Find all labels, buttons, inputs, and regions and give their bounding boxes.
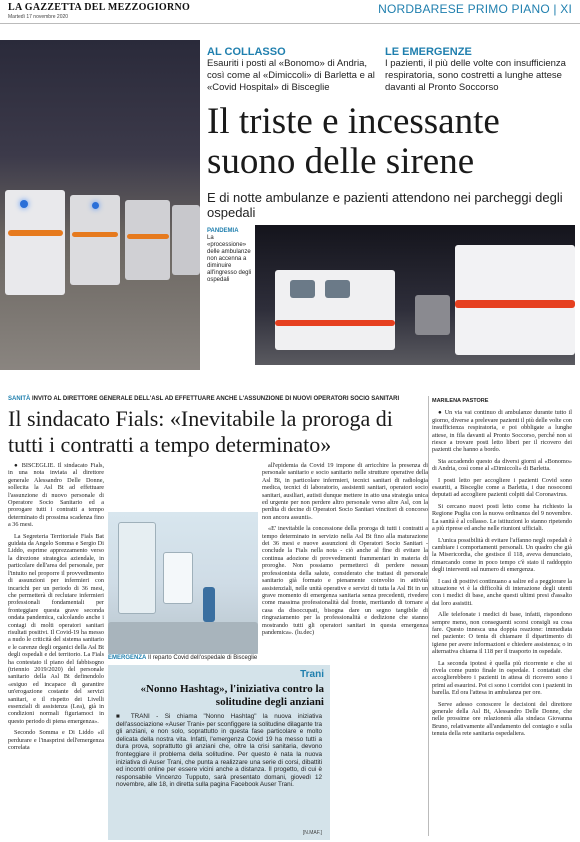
author-byline: MARILENA PASTORE <box>432 398 489 404</box>
sirene-p6: I casi di positivi continuano a salire ed a peggiorare la situazione vi è la difficoltà di interazione degli utenti con i medici di base, anche questi ultimi presi d'assalto dai loro assistiti. <box>432 577 572 607</box>
trani-text: ■ TRANI - Si chiama "Nonno Hashtag" la nuova iniziativa dell'associazione «Auser Trani» per sconfiggere la solitudine dilagante tra gli anziani, e non solo, soprattutto in questa fase particolare e molto delicata della nostra vita. Infatti, l'emergenza Covid 19 ha messo tutti a dura prova, soprattutto gli anziani che, oltre la crisi sanitaria, devono fronteggiare il problema della solitudine. Per questo è nata la nuova iniziativa di Auser Trani, che punta a realizzare una serie di corsi, dibattiti ed incontri online per essere vicini anche a distanza. Il progetto, di cui è responsabile Vincenzo Tupputo, sarà presentato domani, giovedì 12 novembre, alle 18, in diretta sulla pagina Facebook Auser Trani. <box>116 713 322 789</box>
sirene-p3: I posti letto per accogliere i pazienti Covid sono esauriti, a Bisceglie come a Barletta, i due nosocomi deputati ad accogliere pazienti colpiti dal Coronavirus. <box>432 476 572 499</box>
fials-col-gap <box>108 462 258 510</box>
collasso-text: Esauriti i posti al «Bonomo» di Andria, così come al «Dimiccoli» di Barletta e al «Covid Hospital» di Bisceglie <box>207 58 375 93</box>
emergenza-caption-text: Il reparto Covid dell'ospedale di Bisceglie <box>148 655 258 661</box>
ambulances-parking-photo <box>255 225 575 365</box>
covid-ward-photo <box>108 512 258 654</box>
fials-col2-p1: all'epidemia da Covid 19 impone di arricchire la presenza di personale sanitario e socio sanitario nelle strutture operative della Asl Bt, in particolare infermieri, tecnici sanitari di radiologia medica, tecnici di laboratorio, assistenti sanitari, operatori socio sanitari, ausiliari, autisti dunque mettere in atto una strategia unica ed urgente per non perdere altro personale verso altre Asl, con la perdita di decine di Operatori Socio Sanitari vincitori di concorso non ancora assunti». <box>262 462 428 521</box>
sirene-p1: ● Un via vai continuo di ambulanze durante tutto il giorno, diverse a prelevare pazienti il più delle volte con insufficienza respiratoria, e poi obbligate a lunghe attese, in fila davanti al Pronto Soccorso, perché non si riesce a trovare posti letto liberi per il ricovero dei pazienti che hanno a bordo. <box>432 409 572 454</box>
sirene-p9: Serve adesso conoscere le decisioni del direttore generale della Asl Bt, Alessandro Delle Donne, che nelle prossime ore relazionerà alla sindaca Giovanna Bruno, relativamente all'andamento del contagio e sulla tenuta della rete sanitaria ospedaliera. <box>432 700 572 738</box>
collasso-title: AL COLLASSO <box>207 46 286 58</box>
emergenza-caption-label: EMERGENZA <box>108 655 147 661</box>
section-label: NORDBARESE PRIMO PIANO | XI <box>378 2 572 16</box>
sirene-p4: Si cercano nuovi posti letto come ha richiesto la Regione Puglia con la nuova ordinanza del 9 novembre. La sanità è al collasso. Le istituzioni lo stanno ripetendo a più riprese ed anche nelle riunioni ufficiali. <box>432 502 572 533</box>
fials-col1-p1: ● BISCEGLIE. Il sindacato Fials, in una nota inviata al direttore generale Alessandro Delle Donne, sollecita la Asl Bt ad effettuare l'assunzione di nuovo personale di Operatore Socio Sanitario ed a prorogare tutti i contratti a tempo determinato di prossima scadenza fino a 36 mesi. <box>8 462 104 529</box>
main-subhead: E di notte ambulanze e pazienti attendono nei parcheggi degli ospedali <box>207 190 563 220</box>
sirene-p2: Sta accadendo questo da diversi giorni al «Bonomo» di Andria, così come al «Dimiccoli» di Barletta. <box>432 457 572 473</box>
fials-col1-p2: La Segreteria Territoriale Fials Bat guidata da Angelo Somma e Sergio Di Liddo, esprime apprezzamento verso la direzione strategica aziendale, in particolare dell'area del personale, per l'intuito nel proporre il provvedimento di assunzioni per infermieri con incarichi per un periodo di 36 mesi, che permetterà di reclutare infermieri professionali fondamentali per fronteggiare questa grave seconda ondata pandemica, calcolando anche i contagi di molti operatori sanitari risultati positivi. Il Covid-19 ha messo a nudo le criticità del sistema sanitario e le carenze degli organici della Asl Bt degli ospedali e del territorio. La Fials ha contestato il piano del fabbisogno (triennio 2019/2020) del personale sanitario della Asl Bt definendolo «esiguo ed incapace di garantire un'erogazione costante del servizi sanitari, e il rispetto dei Livelli essenziali di assistenza (Lea), già in condizioni normali figuriamoci in questo periodo di piena emergenza». <box>8 532 104 725</box>
fials-kicker <box>8 396 399 402</box>
pandemia-caption-text: La «processione» delle ambulanze non accenna a diminuire all'ingresso degli ospedali <box>207 235 252 283</box>
sirene-p7: Alle telefonate i medici di base, infatti, rispondono sempre meno, non conseguenti scorsi consigli su cosa fare. Questo innesca una doppia reazione: immediata nel paziente: O tenta di chiamare il dipartimento di igiene per avere informazioni e chiedere assistenza; o in alternativa chiama il 118 per il trasporto in ospedale. <box>432 611 572 656</box>
trani-title: «Nonno Hashtag», l'iniziativa contro la solitudine degli anziani <box>140 683 324 708</box>
emergenza-caption <box>108 655 257 661</box>
fials-headline: Il sindacato Fials: «Inevitabile la proroga di tutti i contratti a tempo determinato» <box>8 406 393 457</box>
pandemia-caption <box>207 228 253 284</box>
pandemia-caption-label: PANDEMIA <box>207 228 239 234</box>
trani-signature: [N.MAF.] <box>302 830 322 836</box>
ambulances-night-photo <box>0 40 200 370</box>
trani-box <box>108 665 330 840</box>
header-divider <box>0 23 580 24</box>
sirene-p5: L'unica possibilità di evitare l'affanno negli ospedali è cambiare i comportamenti personali. Un quadro che già la Misericordia, che gestisce il 118, aveva denunciato, rimarcando come in poco tempo c'è stato il raddoppio degli interventi sul numero di emergenza. <box>432 536 572 574</box>
issue-date: Martedì 17 novembre 2020 <box>8 14 69 20</box>
sirene-p8: La seconda ipotesi è quella più ricorrente e che si rivela come punto finale in ospedale. I contattati che accoglierebbero i pazienti in attesa di ricovero sono i primi ad esaurirsi. Poi ci sono i corridoi con i pazienti in barella. Ed ora l'attesa in ambulanza per ore. <box>432 659 572 697</box>
trani-place: Trani <box>300 669 324 680</box>
main-headline: Il triste e incessante suono delle sirene <box>207 101 500 182</box>
fials-col2-p2: «E' inevitabile la concessione della proroga di tutti i contratti a tempo determinato in servizio nella Asl Bt fino alla maturazione dei 36 mesi e nuove assunzioni di Operatori Socio Sanitari - conclude la Fials nella nota - ciò anche al fine di evitare la continua adozione di provvedimenti frammentari in materia di proroghe. Non possiamo permetterci di perdere nessun professionista della salute, considerato che trattasi di personale sanitario già formato e pienamente coinvolto in attività assistenziali, nelle unità operative e servizi di tutta la Asl Bt in un grave momento di emergenza sanitaria senza precedenti, rivedere come massima professionalità dal fronte, meritando di tornare a casa da disoccupati, bisogna dare un segno tangibile di ringraziamento per la professionalità e dedizione che stanno mostrando tutti gli operatori sanitari in questa emergenza pandemica». (lu.dec) <box>262 525 428 636</box>
fials-kicker-tag: SANITÀ <box>8 396 31 402</box>
newspaper-masthead: LA GAZZETTA DEL MEZZOGIORNO <box>8 2 191 13</box>
sirene-column <box>432 398 572 742</box>
fials-col1-p3: Secondo Somma e Di Liddo «il perdurare e l'inasprirsi dell'emergenza correlata <box>8 729 104 752</box>
fials-column-1 <box>8 462 104 755</box>
fials-kicker-text: INVITO AL DIRETTORE GENERALE DELL'ASL AD EFFETTUARE ANCHE L'ASSUNZIONE DI NUOVI OPERATORI SOCIO SANITARI <box>32 396 400 402</box>
emergenze-title: LE EMERGENZE <box>385 46 472 58</box>
column-divider <box>428 396 429 836</box>
emergenze-text: I pazienti, il più delle volte con insufficienza respiratoria, sono costretti a lunghe attese davanti al Pronto Soccorso <box>385 58 566 93</box>
